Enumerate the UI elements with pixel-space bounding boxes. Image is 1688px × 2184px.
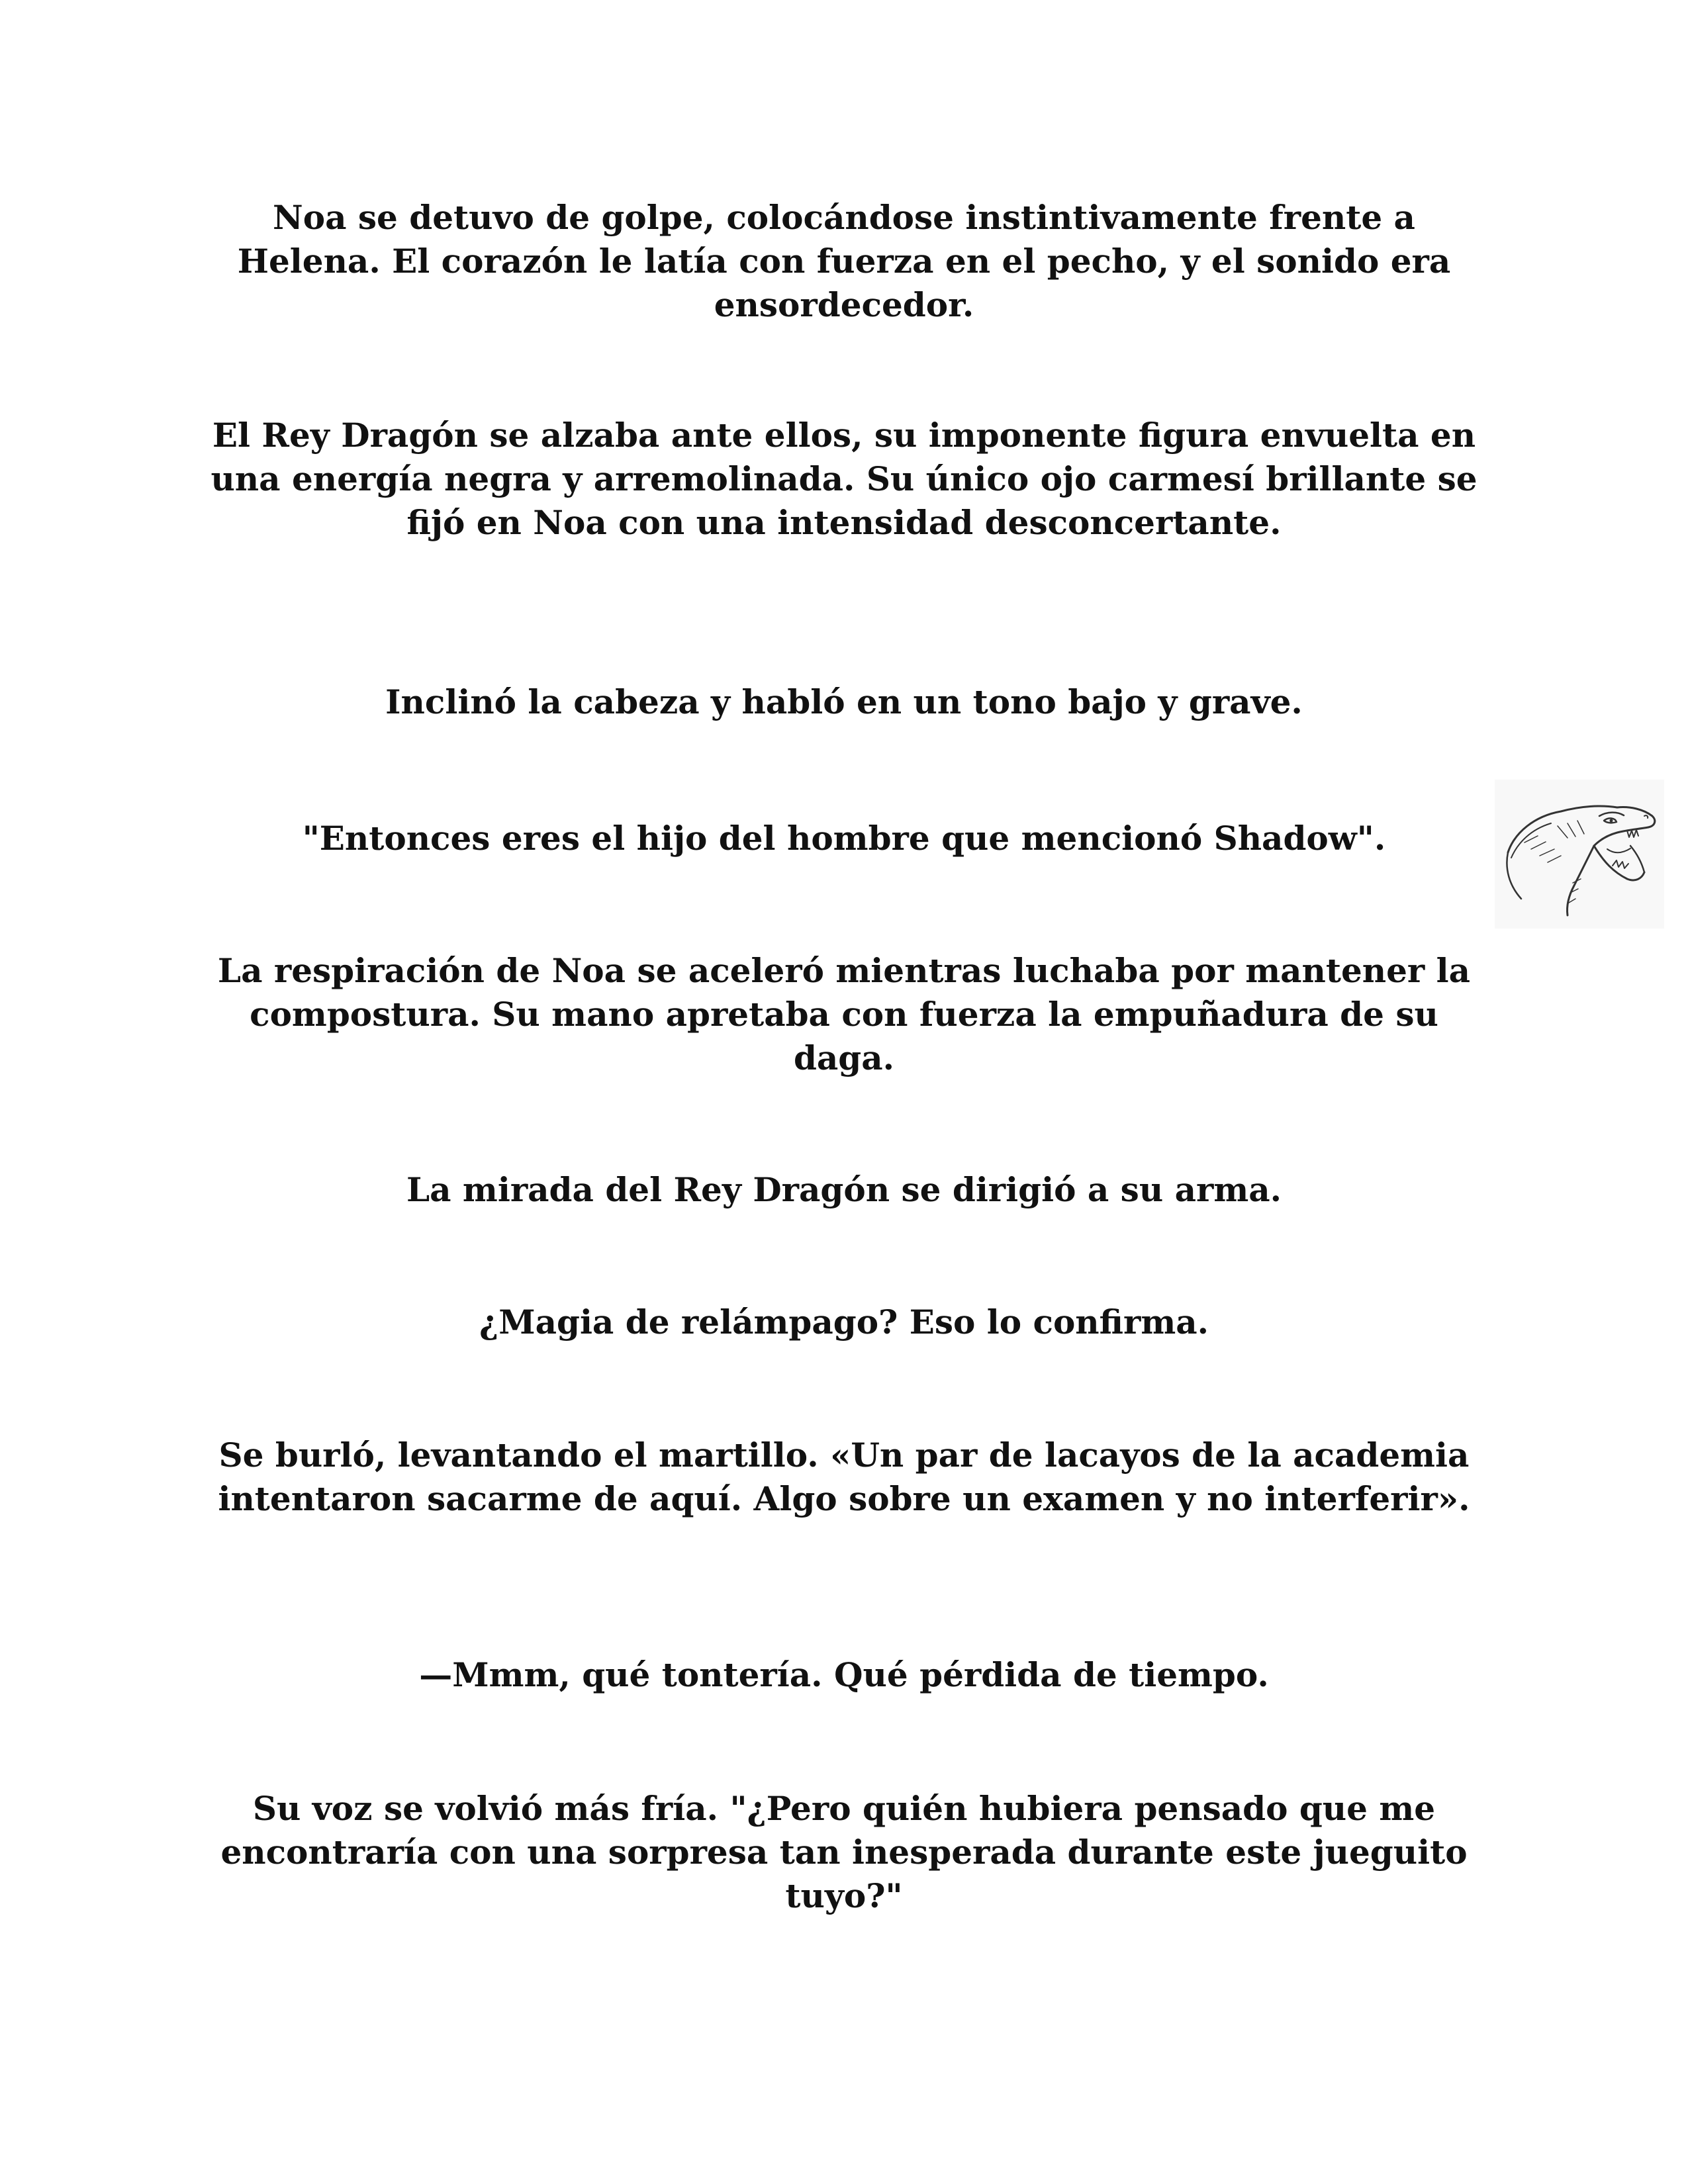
paragraph-3: Inclinó la cabeza y habló en un tono bajo y grave. [385, 682, 1303, 721]
paragraph-6: La mirada del Rey Dragón se dirigió a su arma. [406, 1170, 1282, 1209]
paragraph-1: Noa se detuvo de golpe, colocándose instintivamente frente a Helena. El corazón le latía con fuerza en el pecho, y el sonido era ensordecedor. [237, 198, 1451, 324]
paragraph-10: Su voz se volvió más fría. "¿Pero quién hubiera pensado que me encontraría con una sorpresa tan inesperada durante este jueguito tuyo?" [220, 1789, 1468, 1915]
paragraph-2: El Rey Dragón se alzaba ante ellos, su imponente figura envuelta en una energía negra y arremolinada. Su único ojo carmesí brillante se fijó en Noa con una intensidad desconcertante. [211, 416, 1477, 542]
dinosaur-head-sketch-icon [1495, 780, 1664, 929]
paragraph-4: "Entonces eres el hijo del hombre que mencionó Shadow". [302, 819, 1386, 858]
paragraph-8: Se burló, levantando el martillo. «Un par de lacayos de la academia intentaron sacarme de aquí. Algo sobre un examen y no interferir». [218, 1435, 1470, 1518]
paragraph-9: —Mmm, qué tontería. Qué pérdida de tiempo. [419, 1655, 1269, 1694]
paragraph-7: ¿Magia de relámpago? Eso lo confirma. [479, 1302, 1209, 1342]
paragraph-5: La respiración de Noa se aceleró mientras luchaba por mantener la compostura. Su mano apretaba con fuerza la empuñadura de su daga. [217, 951, 1471, 1077]
